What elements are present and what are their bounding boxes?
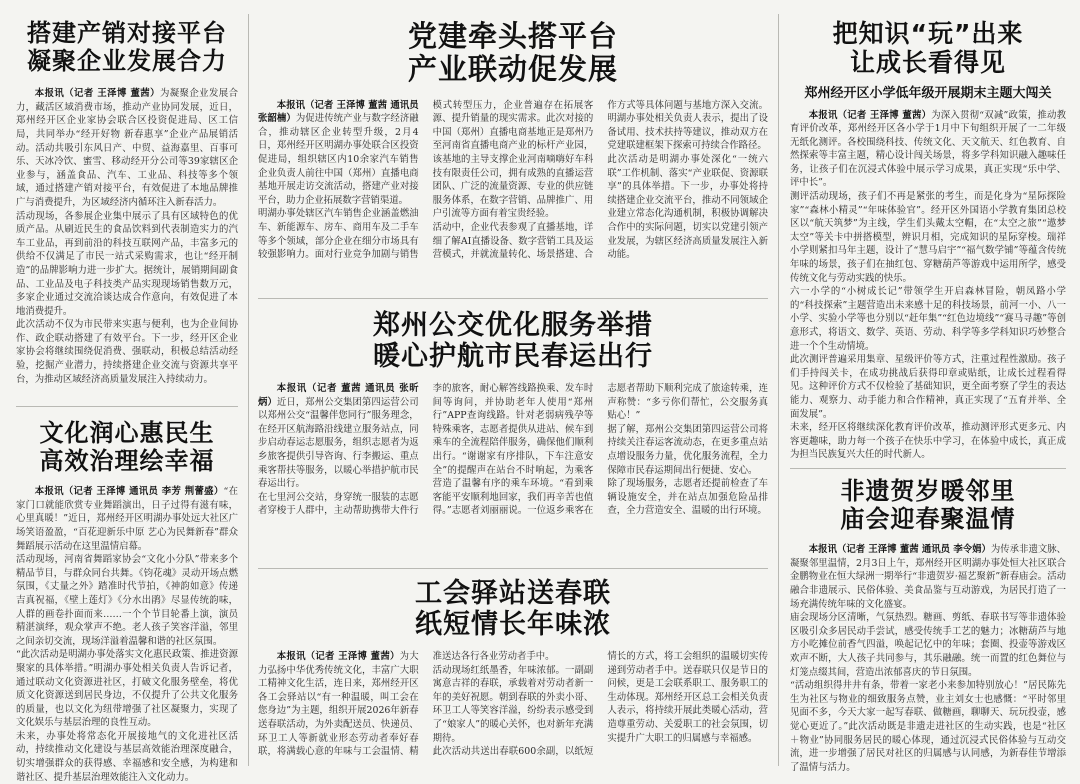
article-culture-governance [16,419,238,783]
subheadline: 郑州经开区小学低年级开展期末主题大闯关 [804,85,1052,101]
article-industry-marketing [16,19,238,385]
headline: 党建牵头搭平台 产业联动促发展 [407,19,618,87]
byline: 本报讯（记者 王泽博 董茜） [34,88,160,100]
body-text: “在家门口就能欣赏专业舞蹈演出，日子过得有滋有味，心里真暖！”近日，郑州经开区明湖办事处远大社区广场笑语盈盈，“百花迎新乐中原 艺心为民舞新春”群众舞蹈展示活动在这里温情启幕。 活动现场，河南省舞蹈家协会“文化小分队”带来多个精品节目，与群众同台共舞。《钧花魂》灵动开场点燃氛围，《丈量之外》踏准时代节拍，《神韵如意》传递吉真祝福，《壁上莲灯》《分水出鹃》尽显传统韵味，人群的画卷扑面而来……一个个节目轮番上演，演员精湛演绎，观众掌声不绝。老人孩子笑容洋溢，邻里之间亲切交流，现场洋溢着温馨和谐的社区氛围。 “此次活动是明湖办事处落实文化惠民政策、推进资源聚家的具体举措。”明湖办事处相关负责人告诉记者，通过联动文化资源进社区，打破文化服务壁垒，将优质文化资源送到居民身边，不仅提升了公共文化服务的质量，也以文化为纽带增强了社区凝聚力，实现了文化娱乐与基层治理的良性互动。 未来，办事处将常态化开展接地气的文化进社区活动，持续推动文化建设与基层高效能治理深度融合，切实增强群众的获得感、幸福感和安全感，为构建和谐社区、提升基层治理效能注入文化动力。 [16,486,238,783]
body-text: 为深入贯彻“双减”政策，推动教育评价改革，郑州经开区各小学于1月中下旬组织开展了一二年级无纸化测评。各校围绕科技、传统文化、天文航天、红色教育、自然探索等丰富主题，精心设计闯关场景，将多学科知识融入趣味任务，让孩子们在沉浸式体验中展示学习成果，真正实现“乐中学、评中长”。 测评活动现场，孩子们不再是紧张的考生，而是化身为“星际探险家”“森林小精灵”“年味体验官”。经开区外国语小学教育集团总校区以“航天筑梦”为主线，学生们头戴太空帽，在“太空之旅”“遨梦太空”等关卡中拼搭模型，辨识月相，完成知识的星际穿梭。瑞祥小学则紧扣马年主题，设计了“慧马启宇”“福气数学铺”等蕴含传统年味的场景，孩子们在抽红包、穿糖葫芦等游戏中运用所学，感受传统文化与劳动实践的快乐。 六一小学的“小树成长记”带领学生开启森林冒险，朝凤路小学的“科技探索”主题营造出未来感十足的科技场景，前河一小、八一小学、实验小学等也分别以“赶年集”“红色边境线”“赛马寻趣”等创意形式，将语文、数学、英语、劳动、科学等多学科知识巧妙整合进一个个生动情境。 此次测评普遍采用集章、星级评价等方式，注重过程性激励。孩子们手持闯关卡，在成功挑战后获得印章或贴纸，让成长过程看得见。这种评价方式不仅检验了基础知识，更全面考察了学生的表达能力、观察力、动手能力和合作精神，真正实现了“五育并举、全面发展”。 未来，经开区将继续深化教育评价改革，推动测评形式更多元、内容更趣味，助力每一个孩子在快乐中学习，在体验中成长，真正成为担当民族复兴大任的时代新人。 [790,109,1067,461]
byline: 本报讯（记者 王泽博 董茜） [276,651,400,663]
article-bus-spring-travel [258,310,768,560]
byline: 本报讯（记者 王泽博 董茜） [808,109,932,121]
article-knowledge-play [790,20,1066,460]
column-divider [778,14,779,766]
article-intangible-heritage-fair [790,477,1066,773]
headline: 文化润心惠民生 高效治理绘幸福 [39,419,215,475]
section-divider [258,568,768,569]
body-text: 为大力弘扬中华优秀传统文化，丰富广大职工精神文化生活，连日来，郑州经开区各工会驿站以“有一种温暖，叫工会在您身边”为主题，组织开展2026年新春送春联活动，为外卖配送员、快递员、环卫工人等新就业形态劳动者奉好春联，将满载心意的年味与工会温情、精准送达各行各业劳动者手中。 活动现场红纸墨香，年味浓郁。一副副寓意吉祥的春联，承载着对劳动者新一年的美好祝愿。朝到春联的外卖小哥、环卫工人等笑容洋溢，纷纷表示感受到了“娘家人”的暖心关怀，也对新年充满期待。 此次活动共送出春联600余副，以纸短情长的方式，将工会组织的温暖切实传递到劳动者手中。送春联只仅是节日的问候，更是工会联系职工、服务职工的生动体现。郑州经开区总工会相关负责人表示，将持续开展此类暖心活动，营造尊重劳动、关爱职工的社会氛围，切实提升广大职工的归属感与幸福感。 [258,651,768,758]
article-body [258,650,768,759]
section-divider [258,298,768,299]
headline: 非遗贺岁暖邻里 庙会迎春聚温情 [840,477,1016,533]
article-body [790,109,1066,462]
byline: 本报讯（记者 王泽博 通讯员 李芳 荆蕾盛） [34,486,224,498]
article-body [258,382,768,518]
section-divider [790,468,1066,469]
article-union-couplets [258,578,768,768]
headline: 郑州公交优化服务举措 暖心护航市民春运出行 [373,310,653,373]
body-text: 近日，郑州公交集团第四运营公司以郑州公交“温馨伴您同行”服务理念，在经开区航海路沿线建立服务站点，同步启动春运志愿服务，组织志愿者为返乡旅客提供引导咨询、行李搬运、重点乘客帮扶等服务，以暖心举措护航市民春运出行。 在七里河公交站，身穿统一服装的志愿者穿梭于人群中，主动帮助携带大件行李的旅客，耐心解答线路换乘、发车时间等询问，并协助老年人使用“郑州行”APP查询线路。针对老弱病残孕等特殊乘客，志愿者提供从进站、候车到乘车的全流程陪伴服务，确保他们顺利出行。“谢谢家有序排队，下车注意安全”的提醒声在站台不时响起，为乘客营造了温馨有序的乘车环境。“看到乘客能平安顺利地回家，我们再辛苦也值得。”志愿者刘丽丽说。一位返乡乘客在志愿者帮助下顺利完成了旅途转乘，连声称赞：“多亏你们帮忙，公交服务真贴心！” 据了解，郑州公交集团第四运营公司将持续关注春运客流动态，在更多重点站点增设服务力量，优化服务流程，全力保障市民春运期间出行便捷、安心。 除了现场服务，志愿者还提前检查了车辆设施安全，并在站点加强危险品排查，全力营造安全、温暖的出行环境。 [258,383,768,517]
body-text: 为促进传统产业与数字经济融合，推动辖区企业转型升级，2月4日，郑州经开区明湖办事处联合区投资促进局，组织辖区内10余家汽车销售企业负责人前往中国（郑州）直播电商基地开展走访交流活动，搭建产业对接平台，助力企业拓展数字营销渠道。 明湖办事处辖区汽车销售企业涵盖燃油车、新能源车、房车、商用车及二手车等多个领域，部分企业在细分市场具有较强影响力。面对行业竞争加剧与销售模式转型压力，企业普遍存在拓展客源、提升销量的现实需求。此次对接的中国（郑州）直播电商基地正是郑州乃至河南省直播电商产业的标杆产业园，该基地的主导支撑企业河南嘀嗨好车科技有限责任公司，拥有成熟的直播运营团队、广泛的流量资源、专业的供应链服务体系，在数字营销、品牌推广、用户引流等方面有着宝贵经验。 活动中，企业代表参观了直播基地，详细了解AI直播设备、数字营销工具及运营模式，并就流量转化、场景搭建、合作方式等具体问题与基地方深入交流。明湖办事处相关负责人表示，提出了设备试用、技术扶持等建议，推动双方在党建联建框架下探索可持续合作路径。 此次活动是明湖办事处深化“一统六联”工作机制、落实“产业联促、资源联享”的具体举措。下一步，办事处将持续搭建企业交流平台，推动不同领域企业建立常态化沟通机制，积极协调解决合作中的实际问题，切实以党建引领产业发展，为辖区经济高质量发展注入新动能。 [258,99,768,261]
article-body [16,485,238,784]
body-text: 为凝聚企业发展合力，藏活区域消费市场，推动产业协同发展，近日，郑州经开区企业家协会联合区投资促进局、区工信局，共同举办“经开好物 新春惠享”企业产品展销活动。活动共吸引东风日产、中贸、益海嘉里、百事可乐、天冰冷饮、蜜雪、移动经开分公司等39家辖区企业参与，涵盖食品、汽车、工业品、科技等多个领域，通过搭建产销对接平台，有效促进了本地品牌推广与消费提升，为区域经济内循环注入新春活力。 活动现场，各参展企业集中展示了具有区域特色的优质产品。从刷近民生的食品饮料到代表制造实力的汽车工业品，再到前沿的科技互联网产品，丰富多元的供给不仅满足了市民一站式采购需求，也让“经开制造”的品牌影响力进一步扩大。据统计，展销期间副食品、工业品及电子科技类产品实现现场销售数万元，多家企业通过交流洽谈达成合作意向，有效促进了本地消费提升。 此次活动不仅为市民带来实惠与便利，也为企业间协作、政企联动搭建了有效平台。下一步，经开区企业家协会将继续围绕促消费、强联动，积极总结活动经验，挖掘产业潜力，持续搭建企业交流与资源共享平台，为推动区域经济高质量发展注入持续动力。 [16,88,238,385]
article-body [258,99,768,262]
headline: 搭建产销对接平台 凝聚企业发展合力 [27,19,227,75]
body-text: 为传承非遗文脉、凝聚邻里温情，2月3日上午，郑州经开区明湖办事处恒大社区联合金鹏物业在恒大绿洲一期举行“非遗贺岁·福艺聚新”新春庙会。活动融合非遗展示、民俗体验、美食品鉴与互动游戏，为居民打造了一场充满传统年味的文化盛宴。 庙会现场分区清晰，气氛热烈。糖画、剪纸、春联书写等非遗体验区吸引众多居民动手尝试，感受传统手工艺的魅力；冰糖葫芦与地方小吃摊位前香气四溢，唤起记忆中的年味；套圈、投壶等游戏区欢声不断，大人孩子共同参与，其乐融融。统一而置的红色舞位与灯笼点缀其间，营造出浓郁喜庆的节日氛围。 “活动组织得井井有条，带着一家老小来参加特别放心！”居民陈先生为社区与物业的细致服务点赞，业主刘女士也感慨：“平时邻里见面不多，今天大家一起写春联、做糖画，聊聊天、玩玩投壶，感觉心更近了。”此次活动既是非遗走进社区的生动实践，也是“社区＋物业”协同服务居民的暖心体现，通过沉浸式民俗体验与互动交流，进一步增强了居民对社区的归属感与认同感，为新春佳节增添了温情与活力。 [790,544,1066,773]
byline: 本报讯（记者 王泽博 董茜 通讯员 李令娟） [808,544,991,556]
byline: 本报讯（记者 王泽博 董茜 通讯员 张韶楠） [258,99,419,125]
headline: 把知识“玩”出来 让成长看得见 [832,19,1024,77]
byline: 本报讯（记者 董茜 通讯员 张昕炳） [258,383,419,408]
article-body [16,87,238,386]
article-body [790,543,1066,774]
article-party-building-platform [258,20,768,290]
section-divider [16,406,238,407]
headline: 工会驿站送春联 纸短情长年味浓 [415,578,611,641]
column-divider [248,14,249,766]
